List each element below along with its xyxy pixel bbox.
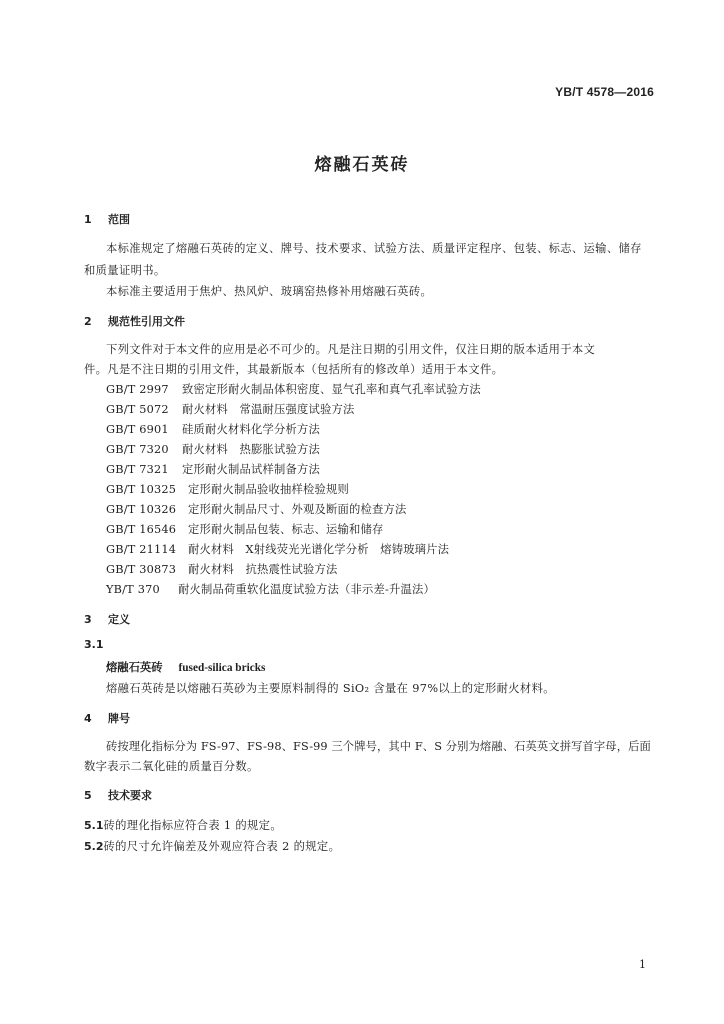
section-1-title: 范围 — [108, 213, 130, 226]
reference-item — [106, 541, 449, 557]
reference-title: 耐火材料 X射线荧光光谱化学分析 熔铸玻璃片法 — [188, 543, 450, 556]
reference-item — [106, 521, 383, 537]
term-definition: 熔融石英砖是以熔融石英砂为主要原料制得的 SiO₂ 含量在 97%以上的定形耐火材料。 — [106, 682, 555, 695]
section-1-para-1-line-1: 本标准规定了熔融石英砖的定义、牌号、技术要求、试验方法、质量评定程序、包装、标志、运输、储存 — [106, 242, 642, 255]
reference-code: GB/T 21114 — [106, 543, 177, 556]
section-1-para-2: 本标准主要适用于焦炉、热风炉、玻璃窑热修补用熔融石英砖。 — [106, 285, 433, 298]
document-title: 熔融石英砖 — [314, 155, 410, 175]
section-2-number: 2 — [84, 315, 92, 328]
term-chinese: 熔融石英砖 — [106, 661, 163, 674]
reference-code: GB/T 7320 — [106, 443, 169, 456]
reference-code: GB/T 10326 — [106, 503, 177, 516]
section-2-para-line-1: 下列文件对于本文件的应用是必不可少的。凡是注日期的引用文件，仅注日期的版本适用于本文 — [106, 343, 596, 356]
reference-item — [106, 501, 406, 517]
reference-item — [106, 401, 354, 417]
reference-item — [106, 461, 320, 477]
reference-code: GB/T 2997 — [106, 383, 169, 396]
reference-code: GB/T 6901 — [106, 423, 169, 436]
reference-title: 定形耐火制品尺寸、外观及断面的检查方法 — [188, 503, 407, 516]
clause-5-1 — [84, 814, 282, 833]
section-5-number: 5 — [84, 789, 92, 802]
section-3-title: 定义 — [108, 613, 130, 626]
clause-3-1-number: 3.1 — [84, 638, 104, 651]
section-2-title: 规范性引用文件 — [108, 315, 185, 328]
section-4-title: 牌号 — [108, 712, 130, 725]
clause-number: 5.2 — [84, 840, 104, 853]
reference-title: 定形耐火制品验收抽样检验规则 — [188, 483, 349, 496]
reference-title: 硅质耐火材料化学分析方法 — [182, 423, 320, 436]
section-4-heading — [84, 710, 130, 726]
page-number: 1 — [639, 958, 646, 971]
section-5-heading — [84, 787, 152, 803]
clause-text: 砖的尺寸允许偏差及外观应符合表 2 的规定。 — [103, 840, 341, 853]
reference-item — [106, 581, 435, 597]
reference-item — [106, 381, 481, 397]
reference-item — [106, 561, 337, 577]
section-1-heading — [84, 211, 130, 227]
reference-code: GB/T 7321 — [106, 463, 169, 476]
term-english: fused-silica bricks — [178, 662, 266, 674]
section-4-para-line-2: 数字表示二氧化硅的质量百分数。 — [84, 760, 259, 773]
clause-number: 5.1 — [84, 819, 104, 832]
reference-code: GB/T 30873 — [106, 563, 177, 576]
section-3-heading — [84, 611, 130, 627]
reference-title: 致密定形耐火制品体积密度、显气孔率和真气孔率试验方法 — [182, 383, 481, 396]
section-4-number: 4 — [84, 712, 92, 725]
section-4-para-line-1: 砖按理化指标分为 FS-97、FS-98、FS-99 三个牌号，其中 F、S 分别为熔融、石英英文拼写首字母，后面 — [106, 740, 651, 753]
reference-title: 耐火制品荷重软化温度试验方法（非示差-升温法） — [178, 583, 435, 596]
reference-title: 定形耐火制品包装、标志、运输和储存 — [188, 523, 384, 536]
reference-title: 耐火材料 热膨胀试验方法 — [182, 443, 320, 456]
reference-code: YB/T 370 — [106, 583, 160, 596]
reference-title: 耐火材料 常温耐压强度试验方法 — [182, 403, 355, 416]
reference-code: GB/T 10325 — [106, 483, 177, 496]
reference-item — [106, 421, 320, 437]
reference-code: GB/T 5072 — [106, 403, 169, 416]
section-5-title: 技术要求 — [108, 789, 152, 802]
section-2-heading — [84, 313, 185, 329]
section-2-para-line-2: 件。凡是不注日期的引用文件，其最新版本（包括所有的修改单）适用于本文件。 — [84, 363, 504, 376]
reference-title: 定形耐火制品试样制备方法 — [182, 463, 320, 476]
term-entry — [106, 659, 265, 675]
standard-number: YB/T 4578—2016 — [555, 85, 654, 99]
reference-item — [106, 481, 349, 497]
reference-item — [106, 441, 320, 457]
section-1-number: 1 — [84, 213, 92, 226]
section-1-para-1-line-2: 和质量证明书。 — [84, 264, 166, 277]
reference-title: 耐火材料 抗热震性试验方法 — [188, 563, 338, 576]
section-3-number: 3 — [84, 613, 92, 626]
clause-text: 砖的理化指标应符合表 1 的规定。 — [103, 819, 282, 832]
clause-5-2 — [84, 835, 340, 854]
reference-code: GB/T 16546 — [106, 523, 177, 536]
